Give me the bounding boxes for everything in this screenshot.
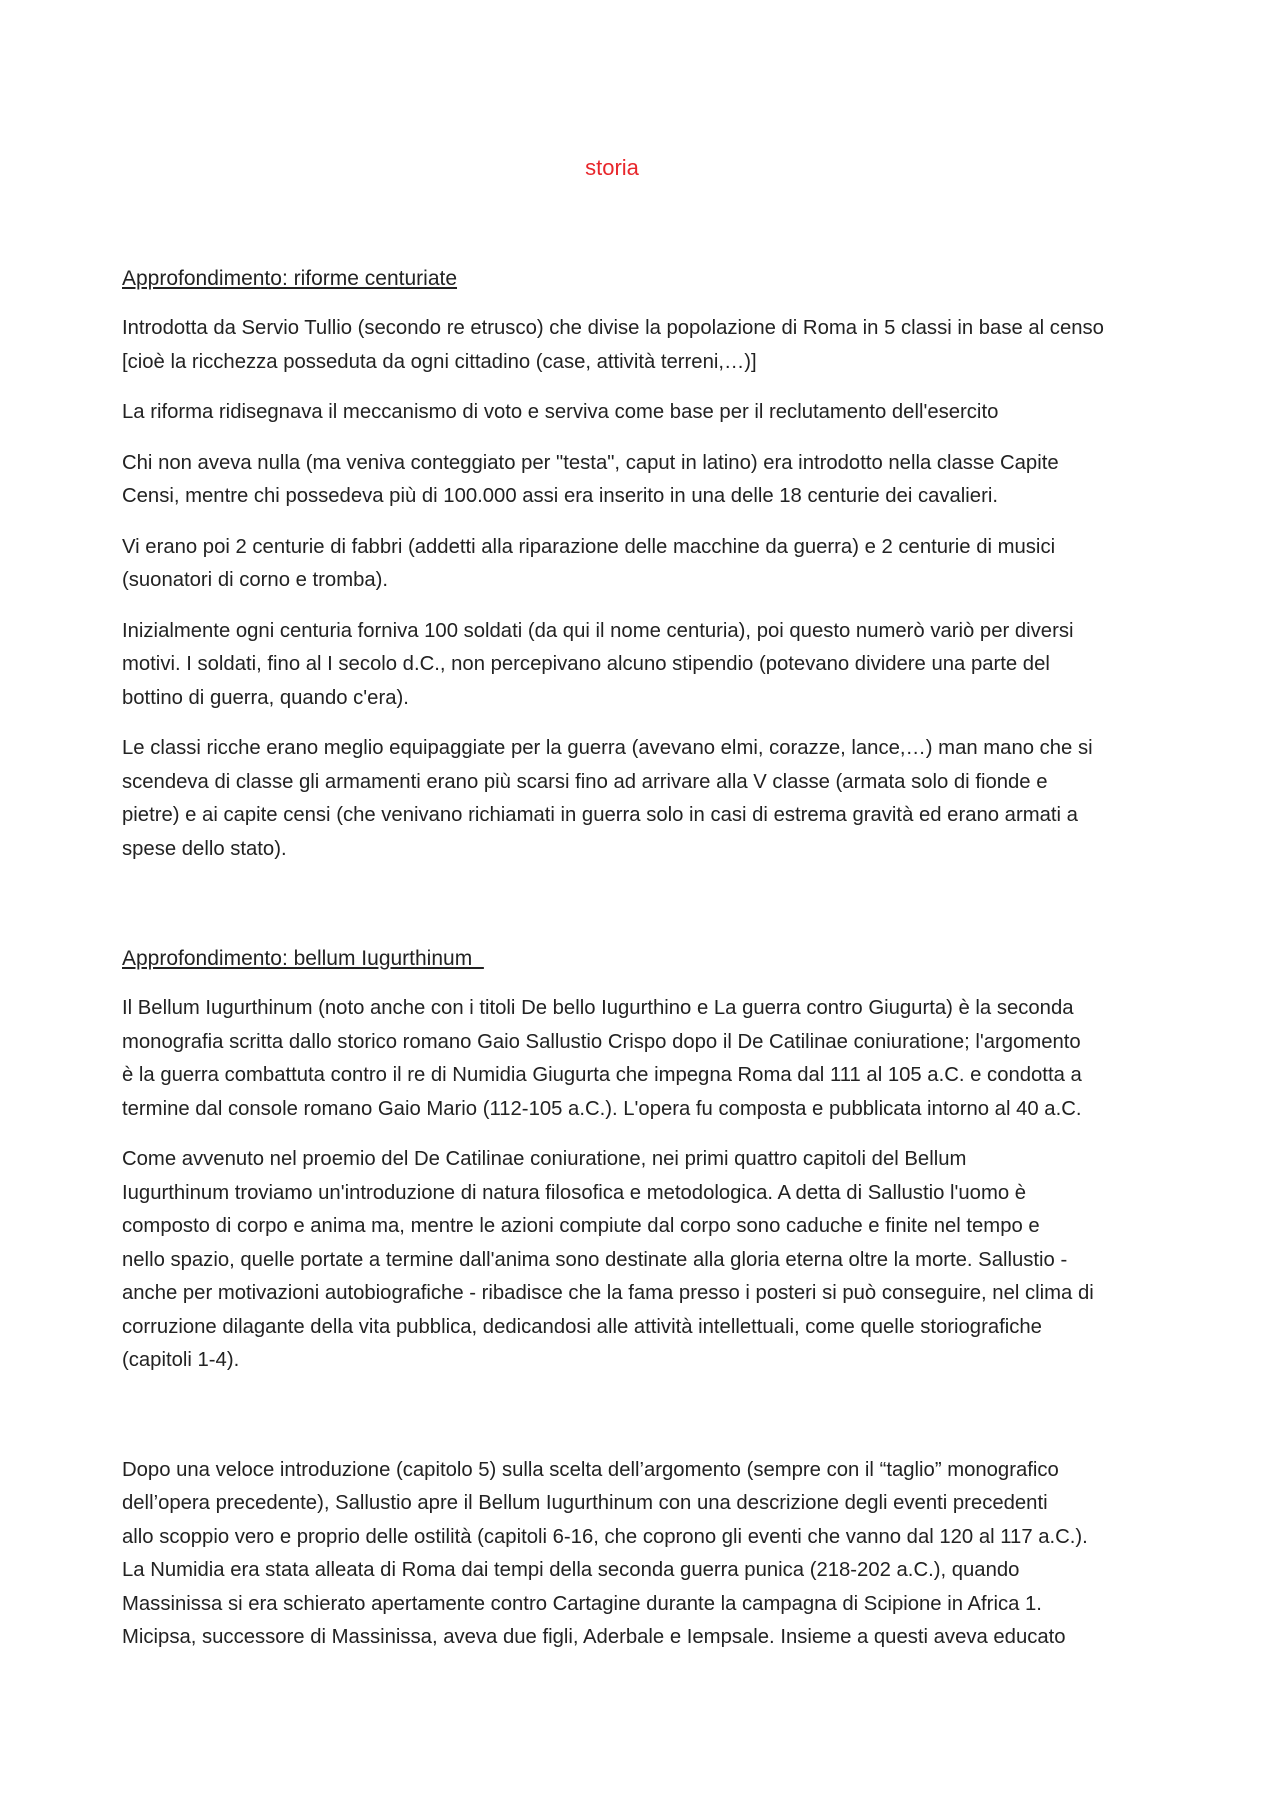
paragraph	[122, 396, 1168, 430]
paragraph-line: termine dal console romano Gaio Mario (112-105 a.C.). L'opera fu composta e pubblicata intorno al 40 a.C.	[122, 1097, 1082, 1120]
paragraph-line: La riforma ridisegnava il meccanismo di voto e serviva come base per il reclutamento dell'esercito	[122, 401, 999, 423]
paragraph-line: è la guerra combattuta contro il re di Numidia Giugurta che impegna Roma dal 111 al 105 a.C. e condotta a	[122, 1064, 1082, 1086]
paragraph-line: Dopo una veloce introduzione (capitolo 5) sulla scelta dell’argomento (sempre con il “taglio” monografico	[122, 1458, 1059, 1481]
paragraph	[122, 312, 1168, 379]
paragraph	[122, 1143, 1168, 1378]
document-title: storia	[585, 155, 639, 180]
paragraph-line: La Numidia era stata alleata di Roma dai tempi della seconda guerra punica (218-202 a.C.), quando	[122, 1559, 1020, 1581]
paragraph-line: corruzione dilagante della vita pubblica, dedicandosi alle attività intellettuali, come quelle storiografiche	[122, 1315, 1042, 1338]
paragraph-line: (capitoli 1-4).	[122, 1349, 240, 1371]
paragraph-line: spese dello stato).	[122, 837, 287, 860]
document-body	[122, 262, 1168, 1672]
paragraph-line: nello spazio, quelle portate a termine dall'anima sono destinate alla gloria eterna oltre la morte. Sallustio -	[122, 1248, 1068, 1271]
paragraph	[122, 531, 1168, 598]
paragraph-line: dell’opera precedente), Sallustio apre il Bellum Iugurthinum con una descrizione degli eventi precedenti	[122, 1492, 1048, 1514]
paragraph-line: Vi erano poi 2 centurie di fabbri (addetti alla riparazione delle macchine da guerra) e 2 centurie di musici	[122, 535, 1056, 558]
section-heading: Approfondimento: bellum Iugurthinum	[122, 947, 484, 970]
paragraph-line: Iugurthinum troviamo un'introduzione di natura filosofica e metodologica. A detta di Sallustio l'uomo è	[122, 1181, 1027, 1204]
paragraph	[122, 615, 1168, 716]
paragraph	[122, 1454, 1168, 1655]
paragraph-line: composto di corpo e anima ma, mentre le azioni compiute dal corpo sono caduche e finite nel tempo e	[122, 1215, 1040, 1237]
paragraph-line: monografia scritta dallo storico romano Gaio Sallustio Crispo dopo il De Catilinae coniuratione; l'argomento	[122, 1030, 1081, 1053]
paragraph-line: Inizialmente ogni centuria forniva 100 soldati (da qui il nome centuria), poi questo numerò variò per diversi	[122, 619, 1074, 642]
paragraph-line: Micipsa, successore di Massinissa, aveva due figli, Aderbale e Iempsale. Insieme a questi aveva educato	[122, 1626, 1066, 1648]
section-riforme-centuriate	[122, 262, 1168, 866]
paragraph-line: allo scoppio vero e proprio delle ostilità (capitoli 6-16, che coprono gli eventi che vanno dal 120 al 117 a.C.).	[122, 1525, 1088, 1548]
paragraph	[122, 447, 1168, 514]
paragraph-line: Introdotta da Servio Tullio (secondo re etrusco) che divise la popolazione di Roma in 5 classi in base al censo	[122, 317, 1104, 339]
paragraph-line: Il Bellum Iugurthinum (noto anche con i titoli De bello Iugurthino e La guerra contro Giugurta) è la seconda	[122, 997, 1074, 1019]
section-heading: Approfondimento: riforme centuriate	[122, 267, 458, 290]
paragraph-line: Come avvenuto nel proemio del De Catilinae coniuratione, nei primi quattro capitoli del Bellum	[122, 1148, 967, 1170]
paragraph-line: (suonatori di corno e tromba).	[122, 569, 389, 591]
section-bellum-iugurthinum	[122, 942, 1168, 1655]
paragraph-line: scendeva di classe gli armamenti erano più scarsi fino ad arrivare alla V classe (armata solo di fionde e	[122, 770, 1048, 793]
paragraph-line: Chi non aveva nulla (ma veniva conteggiato per "testa", caput in latino) era introdotto nella classe Capite	[122, 451, 1059, 474]
paragraph-line: motivi. I soldati, fino al I secolo d.C., non percepivano alcuno stipendio (potevano dividere una parte del	[122, 653, 1050, 675]
paragraph-line: Censi, mentre chi possedeva più di 100.000 assi era inserito in una delle 18 centurie dei cavalieri.	[122, 485, 998, 507]
paragraph-line: pietre) e ai capite censi (che venivano richiamati in guerra solo in casi di estrema gravità ed erano armati a	[122, 804, 1078, 826]
paragraph	[122, 732, 1168, 866]
paragraph-line: Massinissa si era schierato apertamente contro Cartagine durante la campagna di Scipione in Africa 1.	[122, 1592, 1042, 1615]
paragraph-line: [cioè la ricchezza posseduta da ogni cittadino (case, attività terreni,…)]	[122, 350, 757, 373]
paragraph	[122, 992, 1168, 1126]
paragraph-line: bottino di guerra, quando c'era).	[122, 686, 409, 709]
paragraph-line: Le classi ricche erano meglio equipaggiate per la guerra (avevano elmi, corazze, lance,…) man mano che si	[122, 737, 1093, 759]
paragraph-line: anche per motivazioni autobiografiche - ribadisce che la fama presso i posteri si può conseguire, nel clima di	[122, 1282, 1094, 1304]
